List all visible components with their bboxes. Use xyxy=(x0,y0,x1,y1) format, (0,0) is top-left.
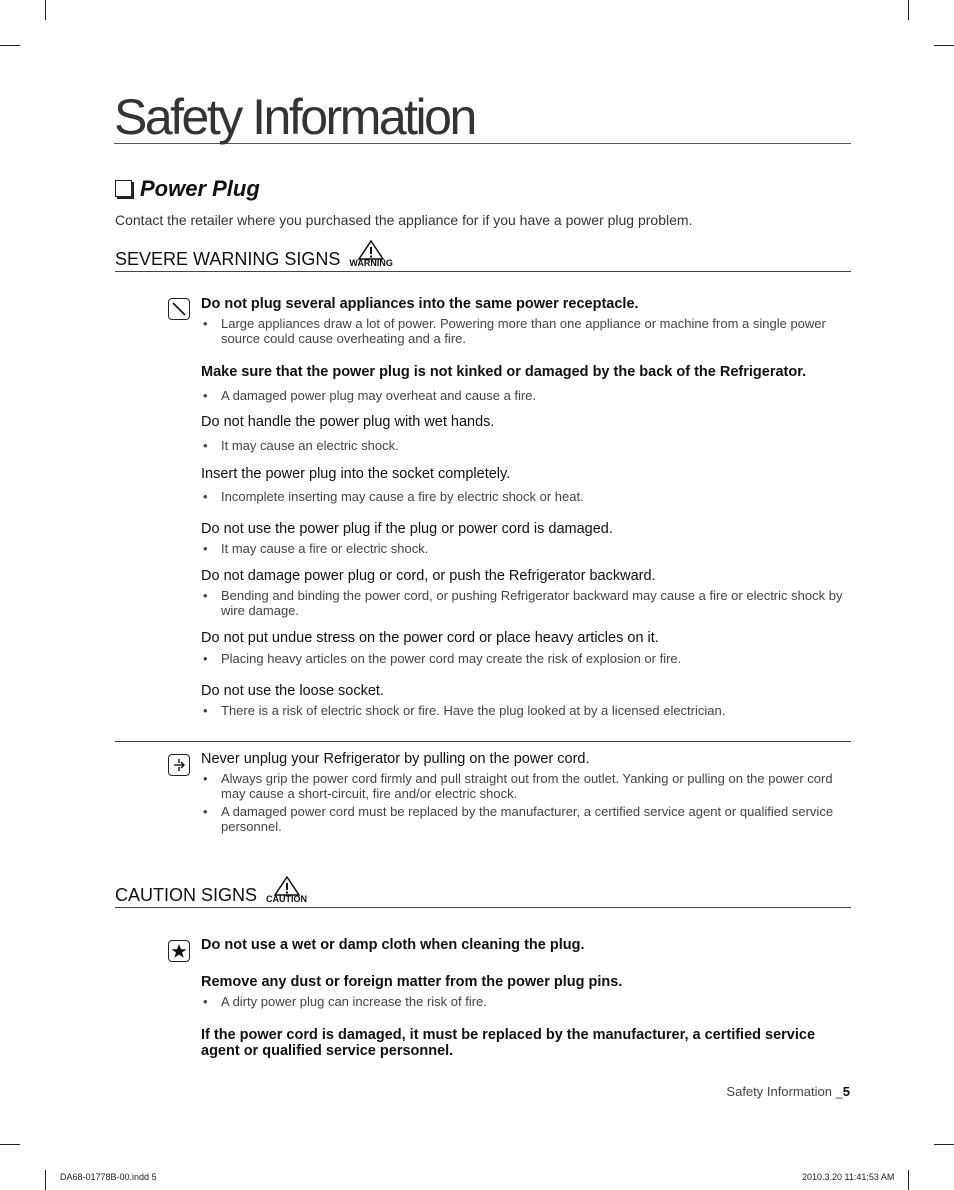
section-divider xyxy=(115,741,851,742)
warning-item-bullet: • Placing heavy articles on the power cord may create the risk of explosion or fire. xyxy=(203,651,682,666)
caution-item-bullet: • A dirty power plug can increase the risk of fire. xyxy=(203,994,487,1009)
crop-mark xyxy=(908,1170,909,1190)
warning-sign-label: WARNING xyxy=(349,258,393,268)
bullet-dot: • xyxy=(203,489,208,504)
warning-item-bullet: • Bending and binding the power cord, or pushing Refrigerator backward may cause a fire or electric shock by wire damage. xyxy=(203,588,843,618)
bullet-dot: • xyxy=(203,316,208,331)
bullet-dot: • xyxy=(203,703,208,718)
crop-mark xyxy=(934,45,954,46)
warning-item-bullet: • Incomplete inserting may cause a fire by electric shock or heat. xyxy=(203,489,584,504)
bullet-dot: • xyxy=(203,994,208,1009)
bullet-dot: • xyxy=(203,438,208,453)
crop-mark xyxy=(908,0,909,20)
warning-heading-text: SEVERE WARNING SIGNS xyxy=(115,249,341,269)
caution-sign-label: CAUTION xyxy=(266,894,308,904)
caution-sign xyxy=(266,876,307,904)
caution-item-head: Remove any dust or foreign matter from the power plug pins. xyxy=(201,974,623,990)
bullet-dot: • xyxy=(203,804,208,819)
bullet-dot: • xyxy=(203,588,208,603)
page-number: 5 xyxy=(842,1084,850,1099)
warning-item-bullet: • Large appliances draw a lot of power. Powering more than one appliance or machine from a single power source could cause overheating and a fire. xyxy=(203,316,826,346)
warning-item-head: Do not handle the power plug with wet hands. xyxy=(201,414,495,430)
star-icon xyxy=(168,940,190,962)
intro-text: Contact the retailer where you purchased the appliance for if you have a power plug problem. xyxy=(115,212,693,228)
section-title-text: Power Plug xyxy=(140,176,260,201)
warning-heading xyxy=(115,240,851,272)
warning-triangle-icon xyxy=(358,240,384,260)
warning-unplug-bullet: • Always grip the power cord firmly and pull straight out from the outlet. Yanking or pulling on the power cord may cause a short-circuit, fire and/or electric shock. xyxy=(203,771,833,801)
caution-item-head: Do not use a wet or damp cloth when cleaning the plug. xyxy=(201,937,585,953)
warning-item-head: Make sure that the power plug is not kinked or damaged by the back of the Refrigerator. xyxy=(201,364,807,380)
warning-unplug-head: Never unplug your Refrigerator by pulling on the power cord. xyxy=(201,751,590,767)
caution-heading xyxy=(115,876,851,908)
crop-mark xyxy=(45,1170,46,1190)
bullet-dot: • xyxy=(203,771,208,786)
section-title xyxy=(115,176,260,202)
footer-label: Safety Information _ xyxy=(726,1084,843,1099)
bullet-dot: • xyxy=(203,541,208,556)
warning-item-head: Do not use the loose socket. xyxy=(201,683,384,699)
crop-mark xyxy=(0,45,20,46)
warning-item-head: Do not plug several appliances into the same power receptacle. xyxy=(201,296,639,312)
footer-page-label xyxy=(726,1084,850,1099)
caution-heading-text: CAUTION SIGNS xyxy=(115,885,258,905)
warning-item-bullet: • It may cause an electric shock. xyxy=(203,438,399,453)
bullet-dot: • xyxy=(203,388,208,403)
warning-item-bullet: • A damaged power plug may overheat and cause a fire. xyxy=(203,388,537,403)
warning-item-head: Do not damage power plug or cord, or push the Refrigerator backward. xyxy=(201,568,656,584)
warning-unplug-bullet: • A damaged power cord must be replaced by the manufacturer, a certified service agent or qualified service personnel. xyxy=(203,804,834,834)
warning-item-head: Insert the power plug into the socket completely. xyxy=(201,466,511,482)
crop-mark xyxy=(934,1144,954,1145)
checkbox-bullet-icon xyxy=(115,180,132,197)
caution-triangle-icon xyxy=(274,876,300,896)
warning-item-head: Do not use the power plug if the plug or power cord is damaged. xyxy=(201,521,613,537)
warning-item-bullet: • There is a risk of electric shock or fire. Have the plug looked at by a licensed electrician. xyxy=(203,703,726,718)
bullet-dot: • xyxy=(203,651,208,666)
unplug-icon xyxy=(168,754,190,776)
warning-item-bullet: • It may cause a fire or electric shock. xyxy=(203,541,429,556)
crop-mark xyxy=(0,1144,20,1145)
prohibited-icon xyxy=(168,298,190,320)
warning-item-head: Do not put undue stress on the power cord or place heavy articles on it. xyxy=(201,630,659,646)
crop-mark xyxy=(45,0,46,20)
slug-date: 2010.3.20 11:41:53 AM xyxy=(802,1172,895,1182)
warning-sign xyxy=(349,240,393,268)
caution-item-head: If the power cord is damaged, it must be replaced by the manufacturer, a certified service agent or qualified service personnel. xyxy=(201,1027,816,1059)
slug-file: DA68-01778B-00.indd 5 xyxy=(60,1172,157,1182)
page-title: Safety Information xyxy=(114,92,851,144)
